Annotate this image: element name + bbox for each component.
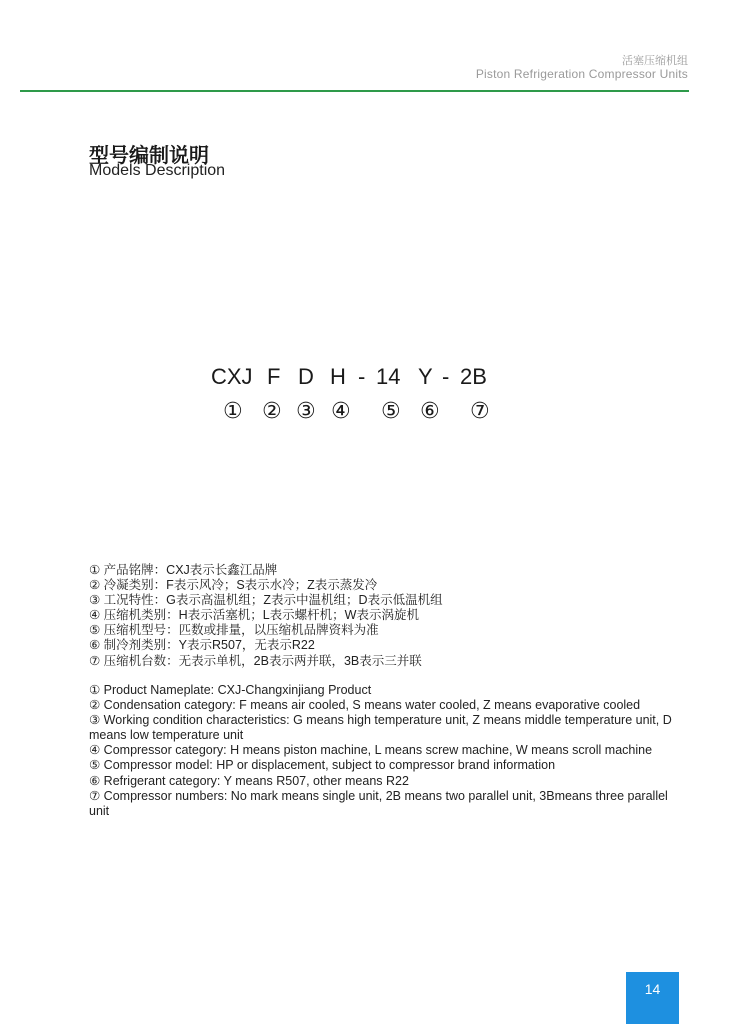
description-en-list: [89, 683, 689, 819]
description-en-item: ① Product Nameplate: CXJ-Changxinjiang Product: [89, 683, 372, 697]
model-code: [0, 364, 750, 396]
description-cn-item: ④ 压缩机类别：H表示活塞机；L表示螺杆机；W表示涡旋机: [89, 608, 419, 623]
description-cn-item: ⑥ 制冷剂类别：Y表示R507，无表示R22: [89, 638, 315, 653]
model-index-marker: ⑤: [381, 398, 401, 423]
model-code-part: H: [330, 364, 346, 389]
description-en-item: ④ Compressor category: H means piston machine, L means screw machine, W means scroll machine: [89, 743, 653, 758]
description-cn-item: ③ 工况特性：G表示高温机组；Z表示中温机组；D表示低温机组: [89, 593, 443, 608]
header-title-cn: 活塞压缩机组: [622, 55, 688, 67]
description-cn-item: ② 冷凝类别：F表示风冷；S表示水冷；Z表示蒸发冷: [89, 578, 378, 593]
description-cn-item: ⑤ 压缩机型号：匹数或排量，以压缩机品牌资料为准: [89, 623, 379, 638]
model-code-part: -: [358, 364, 366, 389]
description-en-item: ⑤ Compressor model: HP or displacement, subject to compressor brand information: [89, 758, 556, 773]
model-index-marker: ①: [223, 398, 243, 423]
model-code-part: F: [267, 364, 281, 389]
model-code-part: -: [442, 364, 450, 389]
model-code-part: D: [298, 364, 314, 389]
description-en-item: ③ Working condition characteristics: G means high temperature unit, Z means middle temperature unit, D means low temperature unit: [89, 713, 672, 743]
model-index-marker: ④: [331, 398, 351, 423]
model-code-part: 2B: [460, 364, 487, 389]
header-divider: [20, 90, 689, 92]
page-number-badge: 14: [626, 972, 679, 1024]
model-code-indices: [0, 398, 750, 428]
description-cn-list: [89, 563, 689, 669]
model-index-marker: ⑥: [420, 398, 440, 423]
description-cn-item: ⑦ 压缩机台数：无表示单机，2B表示两并联，3B表示三并联: [89, 653, 422, 668]
header-title-en: Piston Refrigeration Compressor Units: [475, 67, 688, 81]
model-code-part: CXJ: [211, 364, 253, 389]
section-title-cn: 型号编制说明: [89, 145, 209, 167]
model-code-part: Y: [418, 364, 433, 389]
model-code-part: 14: [376, 364, 401, 389]
model-index-marker: ②: [262, 398, 282, 423]
description-cn-item: ① 产品铭牌：CXJ表示长鑫江品牌: [89, 563, 278, 577]
description-en-item: ⑦ Compressor numbers: No mark means single unit, 2B means two parallel unit, 3Bmeans three parallel unit: [89, 788, 668, 818]
section-title-en: Models Description: [89, 162, 226, 179]
description-en-item: ② Condensation category: F means air cooled, S means water cooled, Z means evaporative cooled: [89, 698, 641, 713]
model-index-marker: ③: [296, 398, 316, 423]
description-en-item: ⑥ Refrigerant category: Y means R507, other means R22: [89, 773, 409, 788]
model-index-marker: ⑦: [470, 398, 490, 423]
